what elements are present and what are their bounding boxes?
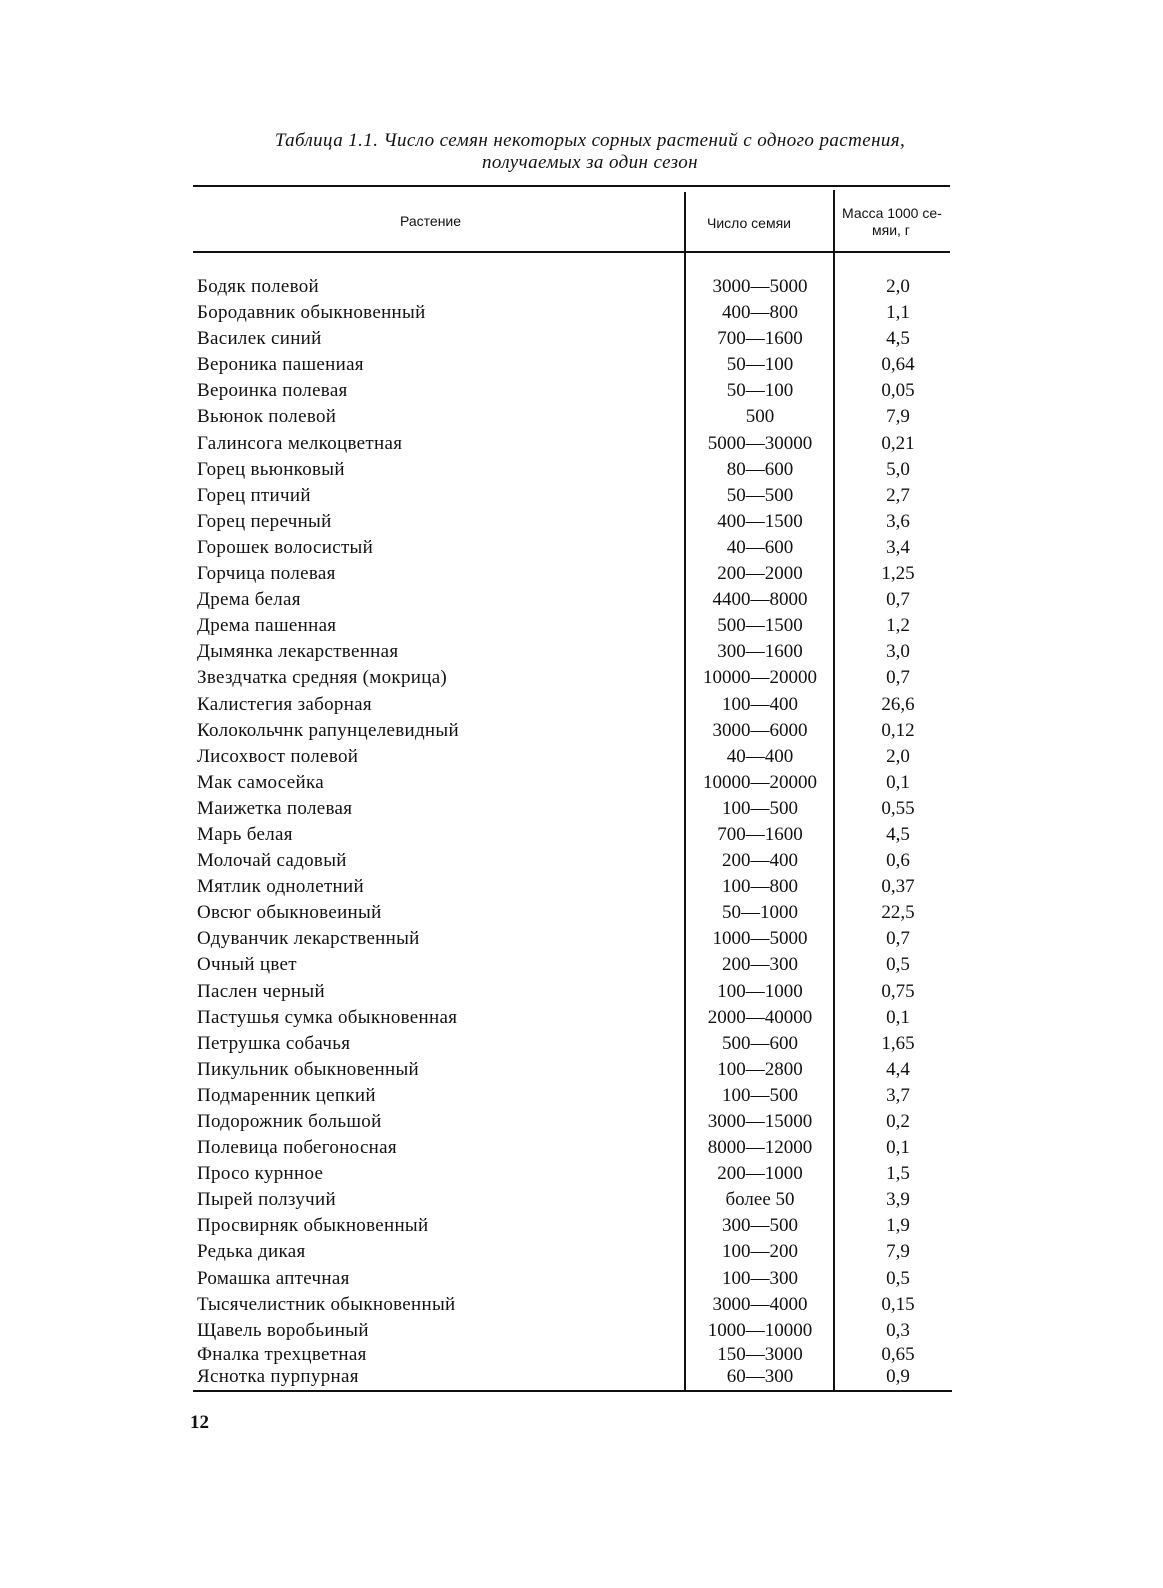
page-number: 12 <box>190 1412 209 1433</box>
plant-cell: Ромашка аптечная <box>197 1267 350 1289</box>
table-row <box>0 274 1163 300</box>
table-row <box>0 1344 1163 1366</box>
seed-mass-cell: 0,1 <box>886 771 910 793</box>
seed-count-cell: 500—600 <box>722 1032 798 1054</box>
table-row <box>0 613 1163 639</box>
plant-cell: Вероинка полевая <box>197 380 348 402</box>
seed-count-cell: 200—1000 <box>717 1163 803 1185</box>
plant-cell: Колокольчнк рапунцелевидный <box>197 719 459 741</box>
table-row <box>0 718 1163 744</box>
plant-cell: Молочай садовый <box>197 850 347 872</box>
seed-mass-cell: 0,15 <box>881 1293 915 1315</box>
plant-cell: Просвирняк обыкновенный <box>197 1215 429 1237</box>
header-mass-line-2: мяи, г <box>872 222 910 238</box>
plant-cell: Овсюг обыкновеиный <box>197 902 382 924</box>
header-plant: Растение <box>400 213 462 229</box>
seed-count-cell: 100—1000 <box>717 980 803 1002</box>
table-row <box>0 848 1163 874</box>
table-row <box>0 404 1163 430</box>
plant-cell: Калистегия заборная <box>197 693 372 715</box>
seed-mass-cell: 3,6 <box>886 510 910 532</box>
seed-count-cell: 50—1000 <box>722 902 798 924</box>
seed-count-cell: более 50 <box>725 1189 795 1211</box>
table-row <box>0 483 1163 509</box>
seed-mass-cell: 3,9 <box>886 1189 910 1211</box>
table-row <box>0 1266 1163 1292</box>
plant-cell: Очный цвет <box>197 954 297 976</box>
seed-count-cell: 100—300 <box>722 1267 798 1289</box>
table-row <box>0 639 1163 665</box>
seed-mass-cell: 0,64 <box>881 354 915 376</box>
plant-cell: Подорожник большой <box>197 1111 382 1132</box>
seed-mass-cell: 4,4 <box>886 1058 910 1080</box>
seed-mass-cell: 7,9 <box>886 406 910 428</box>
plant-cell: Фналка трехцветная <box>197 1343 367 1365</box>
table-row <box>0 822 1163 848</box>
seed-mass-cell: 1,1 <box>886 302 910 324</box>
plant-cell: Дымянка лекарственная <box>197 641 399 663</box>
table-body <box>0 274 1163 1388</box>
seed-count-cell: 300—500 <box>722 1215 798 1237</box>
seed-count-cell: 50—100 <box>726 354 794 376</box>
seed-count-cell: 200—400 <box>722 850 798 872</box>
table-row <box>0 1318 1163 1344</box>
seed-mass-cell: 3,4 <box>886 536 910 558</box>
table-top-rule <box>193 185 950 187</box>
seed-count-cell: 700—1600 <box>717 328 803 350</box>
seed-count-cell: 100—500 <box>722 797 798 819</box>
plant-cell: Василек синий <box>197 328 322 350</box>
seed-count-cell: 500 <box>745 406 775 428</box>
table-row <box>0 1366 1163 1388</box>
seed-count-cell: 4400—8000 <box>712 589 808 611</box>
table-row <box>0 900 1163 926</box>
plant-cell: Горошек волосистый <box>197 536 374 558</box>
plant-cell: Пикульник обыкновенный <box>197 1058 419 1080</box>
seed-count-cell: 300—1600 <box>717 641 803 663</box>
plant-cell: Вьюнок полевой <box>197 406 337 428</box>
plant-cell: Щавель воробьиный <box>197 1319 369 1341</box>
seed-mass-cell: 0,05 <box>881 380 915 402</box>
seed-mass-cell: 1,2 <box>886 615 910 637</box>
seed-count-cell: 1000—5000 <box>712 928 808 950</box>
seed-count-cell: 100—800 <box>722 876 798 898</box>
seed-count-cell: 80—600 <box>726 458 794 480</box>
plant-cell: Горец перечный <box>197 510 332 532</box>
table-row <box>0 1213 1163 1239</box>
table-row <box>0 874 1163 900</box>
table-row <box>0 535 1163 561</box>
seed-mass-cell: 3,0 <box>886 641 910 663</box>
table-row <box>0 1109 1163 1135</box>
table-row <box>0 926 1163 952</box>
header-bottom-rule <box>193 251 950 253</box>
plant-cell: Яснотка пурпурная <box>197 1365 359 1387</box>
seed-count-cell: 3000—5000 <box>712 276 808 297</box>
table-row <box>0 1292 1163 1318</box>
seed-count-cell: 100—200 <box>722 1241 798 1263</box>
seed-mass-cell: 7,9 <box>886 1241 910 1263</box>
seed-mass-cell: 1,9 <box>886 1215 910 1237</box>
table-row <box>0 431 1163 457</box>
table-bottom-rule <box>193 1390 952 1392</box>
seed-mass-cell: 4,5 <box>886 823 910 845</box>
seed-mass-cell: 4,5 <box>886 328 910 350</box>
plant-cell: Петрушка собачья <box>197 1032 351 1054</box>
seed-count-cell: 200—300 <box>722 954 798 976</box>
seed-mass-cell: 0,1 <box>886 1006 910 1028</box>
seed-mass-cell: 0,6 <box>886 850 910 872</box>
seed-count-cell: 200—2000 <box>717 563 803 585</box>
table-row <box>0 744 1163 770</box>
table-row <box>0 1187 1163 1213</box>
seed-count-cell: 100—2800 <box>717 1058 803 1080</box>
table-caption <box>210 130 970 174</box>
table-row <box>0 952 1163 978</box>
caption-line-1: Таблица 1.1. Число семян некоторых сорных растений с одного растения, <box>274 130 906 151</box>
seed-count-cell: 2000—40000 <box>707 1006 813 1028</box>
seed-count-cell: 50—100 <box>726 380 794 402</box>
plant-cell: Пырей ползучий <box>197 1189 336 1211</box>
seed-mass-cell: 1,5 <box>886 1163 910 1185</box>
seed-mass-cell: 22,5 <box>881 902 915 924</box>
plant-cell: Звездчатка средняя (мокрица) <box>197 667 448 689</box>
plant-cell: Бородавник обыкновенный <box>197 302 426 324</box>
seed-count-cell: 100—500 <box>722 1084 798 1106</box>
table-row <box>0 326 1163 352</box>
plant-cell: Тысячелистник обыкновенный <box>197 1293 456 1315</box>
seed-mass-cell: 0,3 <box>886 1319 910 1341</box>
table-row <box>0 561 1163 587</box>
plant-cell: Мак самосейка <box>197 771 324 793</box>
plant-cell: Просо курнное <box>197 1163 324 1185</box>
seed-count-cell: 400—1500 <box>717 510 803 532</box>
table-row <box>0 300 1163 326</box>
plant-cell: Лисохвост полевой <box>197 745 359 767</box>
seed-mass-cell: 0,7 <box>886 589 910 611</box>
seed-mass-cell: 0,2 <box>886 1111 910 1132</box>
seed-mass-cell: 0,5 <box>886 954 910 976</box>
table-row <box>0 1083 1163 1109</box>
seed-count-cell: 100—400 <box>722 693 798 715</box>
plant-cell: Вероника пашениая <box>197 354 364 376</box>
seed-mass-cell: 0,5 <box>886 1267 910 1289</box>
seed-count-cell: 1000—10000 <box>707 1319 813 1341</box>
seed-mass-cell: 26,6 <box>881 693 915 715</box>
seed-count-cell: 40—600 <box>726 536 794 558</box>
seed-mass-cell: 0,37 <box>881 876 915 898</box>
plant-cell: Полевица побегоносная <box>197 1137 397 1159</box>
table-row <box>0 587 1163 613</box>
seed-mass-cell: 2,0 <box>886 276 910 297</box>
plant-cell: Подмаренник цепкий <box>197 1084 376 1106</box>
plant-cell: Горец вьюнковый <box>197 458 345 480</box>
seed-mass-cell: 0,21 <box>881 432 915 454</box>
seed-mass-cell: 0,65 <box>881 1343 915 1365</box>
seed-mass-cell: 0,55 <box>881 797 915 819</box>
plant-cell: Паслен черный <box>197 980 325 1002</box>
seed-count-cell: 40—400 <box>726 745 794 767</box>
seed-count-cell: 400—800 <box>722 302 798 324</box>
plant-cell: Пастушья сумка обыкновенная <box>197 1006 458 1028</box>
seed-mass-cell: 1,25 <box>881 563 915 585</box>
plant-cell: Редька дикая <box>197 1241 306 1263</box>
table-row <box>0 509 1163 535</box>
seed-count-cell: 5000—30000 <box>707 432 813 454</box>
seed-mass-cell: 0,75 <box>881 980 915 1002</box>
plant-cell: Бодяк полевой <box>197 276 319 297</box>
table-row <box>0 1057 1163 1083</box>
table-row <box>0 692 1163 718</box>
seed-count-cell: 700—1600 <box>717 823 803 845</box>
table-row <box>0 1161 1163 1187</box>
plant-cell: Маижетка полевая <box>197 797 353 819</box>
plant-cell: Горец птичий <box>197 484 311 506</box>
seed-mass-cell: 3,7 <box>886 1084 910 1106</box>
table-row <box>0 378 1163 404</box>
seed-mass-cell: 0,7 <box>886 928 910 950</box>
table-row <box>0 1135 1163 1161</box>
header-seed-count: Число семяи <box>707 215 791 231</box>
plant-cell: Дрема пашенная <box>197 615 337 637</box>
plant-cell: Мятлик однолетний <box>197 876 364 898</box>
seed-mass-cell: 0,7 <box>886 667 910 689</box>
table-row <box>0 796 1163 822</box>
seed-count-cell: 10000—20000 <box>703 667 817 689</box>
seed-mass-cell: 0,9 <box>886 1365 910 1387</box>
header-mass-line-1: Масса 1000 се- <box>842 205 942 221</box>
seed-count-cell: 150—3000 <box>717 1343 803 1365</box>
seed-mass-cell: 2,0 <box>886 745 910 767</box>
seed-count-cell: 3000—15000 <box>707 1111 813 1132</box>
seed-mass-cell: 2,7 <box>886 484 910 506</box>
table-row <box>0 1239 1163 1265</box>
table-row <box>0 979 1163 1005</box>
seed-count-cell: 500—1500 <box>717 615 803 637</box>
seed-mass-cell: 1,65 <box>881 1032 915 1054</box>
plant-cell: Марь белая <box>197 823 293 845</box>
table-row <box>0 1031 1163 1057</box>
seed-count-cell: 3000—4000 <box>712 1293 808 1315</box>
plant-cell: Галинсога мелкоцветная <box>197 432 403 454</box>
table-row <box>0 457 1163 483</box>
seed-count-cell: 60—300 <box>726 1365 794 1387</box>
seed-count-cell: 50—500 <box>726 484 794 506</box>
table-row <box>0 1005 1163 1031</box>
table-row <box>0 770 1163 796</box>
plant-cell: Одуванчик лекарственный <box>197 928 420 950</box>
table-row <box>0 352 1163 378</box>
seed-mass-cell: 0,1 <box>886 1137 910 1159</box>
table-row <box>0 665 1163 691</box>
seed-count-cell: 8000—12000 <box>707 1137 813 1159</box>
plant-cell: Дрема белая <box>197 589 301 611</box>
seed-mass-cell: 0,12 <box>881 719 915 741</box>
seed-count-cell: 10000—20000 <box>703 771 817 793</box>
plant-cell: Горчица полевая <box>197 563 336 585</box>
seed-mass-cell: 5,0 <box>886 458 910 480</box>
caption-line-2: получаемых за один сезон <box>482 152 698 173</box>
seed-count-cell: 3000—6000 <box>712 719 808 741</box>
